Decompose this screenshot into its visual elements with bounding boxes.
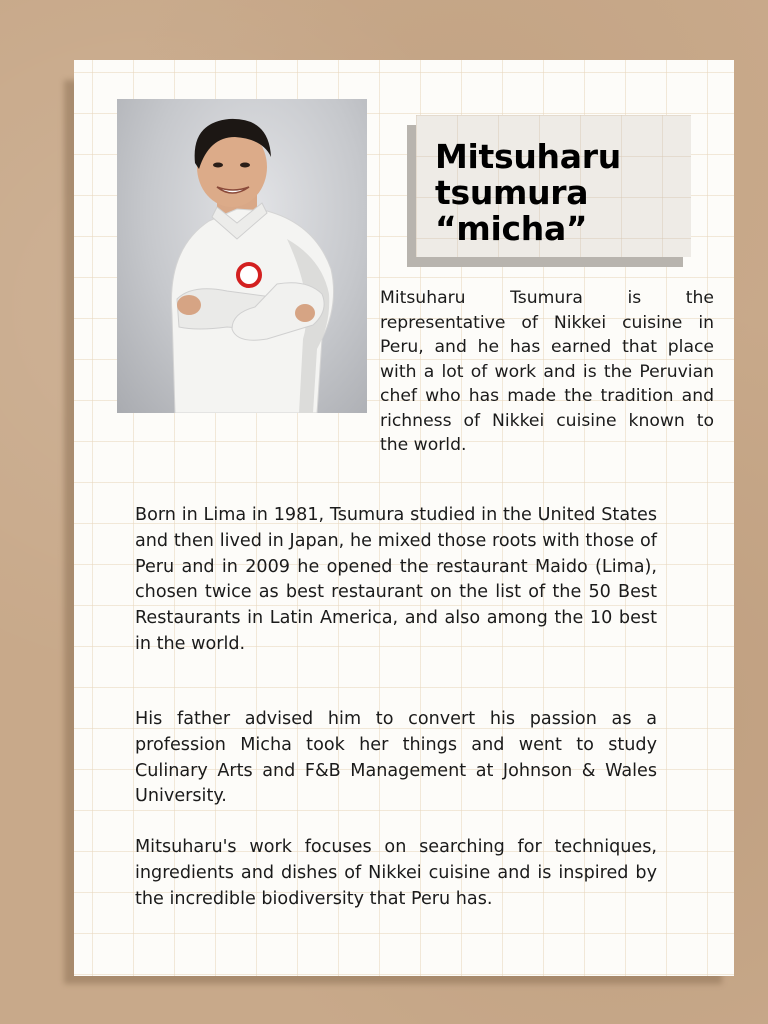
chef-name-heading bbox=[435, 139, 621, 247]
title-line: Mitsuharu bbox=[435, 137, 621, 176]
chef-photo bbox=[117, 99, 367, 413]
bio-paragraph: Born in Lima in 1981, Tsumura studied in the United States and then lived in Japan, he mixed those roots with those of Peru and in 2009 he opened the restaurant Maido (Lima), chosen twice as best restaurant on the list of the 50 Best Restaurants in Latin America, and also among the 10 best in the world. bbox=[135, 505, 657, 654]
paper-sheet bbox=[74, 60, 734, 976]
bio-paragraph: His father advised him to convert his passion as a profession Micha took her things and went to study Culinary Arts and F&B Management at Johnson & Wales University. bbox=[135, 709, 657, 807]
bio-paragraph: Mitsuharu's work focuses on searching for techniques, ingredients and dishes of Nikkei cuisine and is inspired by the incredible biodiversity that Peru has. bbox=[135, 837, 657, 909]
intro-paragraph: Mitsuharu Tsumura is the representative of Nikkei cuisine in Peru, and he has earned that place with a lot of work and is the Peruvian chef who has made the tradition and richness of Nikkei cuisine known to the world. bbox=[380, 288, 714, 455]
title-box bbox=[416, 115, 691, 257]
title-line: “micha” bbox=[435, 209, 588, 248]
title-line: tsumura bbox=[435, 173, 589, 212]
chef-illustration bbox=[117, 99, 367, 413]
